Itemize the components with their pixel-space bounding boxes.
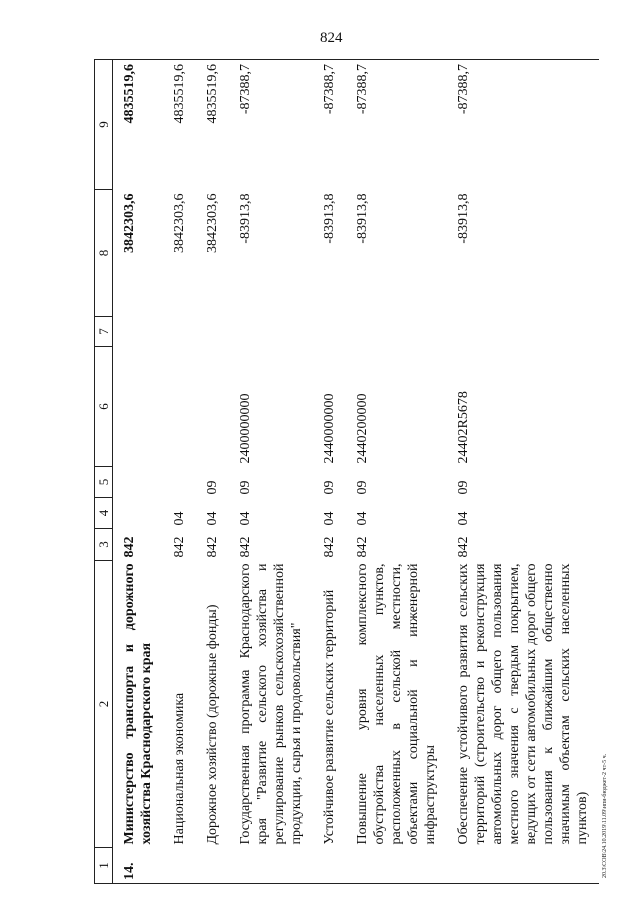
cell-c7 [113, 317, 164, 347]
cell-c2: Государственная программа Краснодарского края "Развитие сельского хозяйства и регулирование рынков сельскохозяйственной продукции, сырья и продовольствия" [238, 563, 304, 845]
cell-c4: 04 [456, 511, 471, 526]
header-cell: 9 [95, 60, 113, 190]
cell-c8: 3842303,6 [172, 193, 187, 253]
header-cell: 8 [95, 190, 113, 317]
cell-c5: 09 [355, 480, 370, 495]
table-row [346, 60, 447, 884]
cell-c6: 2440000000 [322, 393, 337, 464]
rotated-page [94, 60, 597, 884]
cell-c6: 2400000000 [238, 393, 253, 464]
document-code: 20.3\COB\24.10.2019\11.09\нпи-бюджет-2 чт-5 ч. [602, 753, 608, 878]
cell-c7 [196, 317, 229, 347]
table-row [163, 60, 196, 884]
cell-c6: 24402R5678 [456, 391, 471, 464]
cell-c4: 04 [172, 511, 187, 526]
cell-c5: 09 [238, 480, 253, 495]
cell-c4 [113, 498, 164, 529]
cell-c9: -87388,7 [229, 60, 313, 190]
cell-c8: -83913,8 [456, 193, 471, 244]
header-cell: 4 [95, 498, 113, 529]
cell-c9: 4835519,6 [163, 60, 196, 190]
cell-c2: Национальная экономика [172, 692, 187, 845]
cell-c6 [196, 347, 229, 467]
cell-c8: -83913,8 [322, 193, 337, 244]
cell-c3: 842 [205, 536, 220, 558]
cell-c6: 2440200000 [355, 393, 370, 464]
cell-c3: 842 [238, 536, 253, 558]
header-cell: 7 [95, 317, 113, 347]
table-row [196, 60, 229, 884]
cell-c5: 09 [205, 480, 220, 495]
cell-c4: 04 [238, 511, 253, 526]
cell-c2: Обеспечение устойчивого развития сельских территорий (строительство и реконструкция автомобильных дорог общего пользования местного значения с твердым покрытием, ведущих от сети автомобильных дорог общего пользования к ближайшим общественно значимым объектам сельских населенных пунктов) [456, 563, 590, 845]
cell-c8: -83913,8 [238, 193, 253, 244]
cell-c5: 09 [456, 480, 471, 495]
header-cell: 3 [95, 529, 113, 561]
table-row [229, 60, 313, 884]
cell-c8: 3842303,6 [205, 193, 220, 253]
cell-c7 [163, 317, 196, 347]
cell-c9: 4835519,6 [113, 60, 164, 190]
cell-c9: -87388,7 [346, 60, 447, 190]
cell-c3: 842 [355, 536, 370, 558]
table-row [447, 60, 599, 884]
cell-c1 [163, 848, 196, 884]
cell-c7 [313, 317, 346, 347]
header-cell: 6 [95, 347, 113, 467]
cell-c2: Устойчивое развитие сельских территорий [322, 589, 337, 845]
table-row [113, 60, 164, 884]
cell-c7 [447, 317, 599, 347]
cell-c9: -87388,7 [447, 60, 599, 190]
cell-c4: 04 [355, 511, 370, 526]
cell-c8: 3842303,6 [122, 193, 137, 253]
cell-c1 [196, 848, 229, 884]
cell-c2: Повышение уровня комплексного обустройства населенных пунктов, расположенных в сельской местности, объектами социальной и инженерной инфраструктуры [355, 563, 438, 845]
cell-c4: 04 [205, 511, 220, 526]
cell-c6 [163, 347, 196, 467]
cell-c1 [313, 848, 346, 884]
cell-c1 [229, 848, 313, 884]
cell-c5: 09 [322, 480, 337, 495]
cell-c3: 842 [122, 536, 137, 558]
cell-c3: 842 [456, 536, 471, 558]
table-body [95, 60, 600, 884]
header-row [95, 60, 113, 884]
header-cell: 5 [95, 467, 113, 498]
cell-c2: Дорожное хозяйство (дорожные фонды) [205, 604, 220, 845]
cell-c5 [163, 467, 196, 498]
cell-c9: -87388,7 [313, 60, 346, 190]
table-row [313, 60, 346, 884]
cell-c3: 842 [322, 536, 337, 558]
cell-c7 [346, 317, 447, 347]
cell-c8: -83913,8 [355, 193, 370, 244]
cell-c5 [113, 467, 164, 498]
cell-c6 [113, 347, 164, 467]
header-cell: 1 [95, 848, 113, 884]
cell-c4: 04 [322, 511, 337, 526]
cell-c2: Министерство транспорта и дорожного хозяйства Краснодарского края [122, 563, 154, 845]
cell-c1 [346, 848, 447, 884]
budget-table [94, 59, 599, 884]
page-number: 824 [320, 30, 343, 46]
cell-c1: 14. [113, 848, 164, 884]
header-cell: 2 [95, 561, 113, 848]
cell-c7 [229, 317, 313, 347]
cell-c1 [447, 848, 599, 884]
cell-c9: 4835519,6 [196, 60, 229, 190]
cell-c3: 842 [172, 536, 187, 558]
